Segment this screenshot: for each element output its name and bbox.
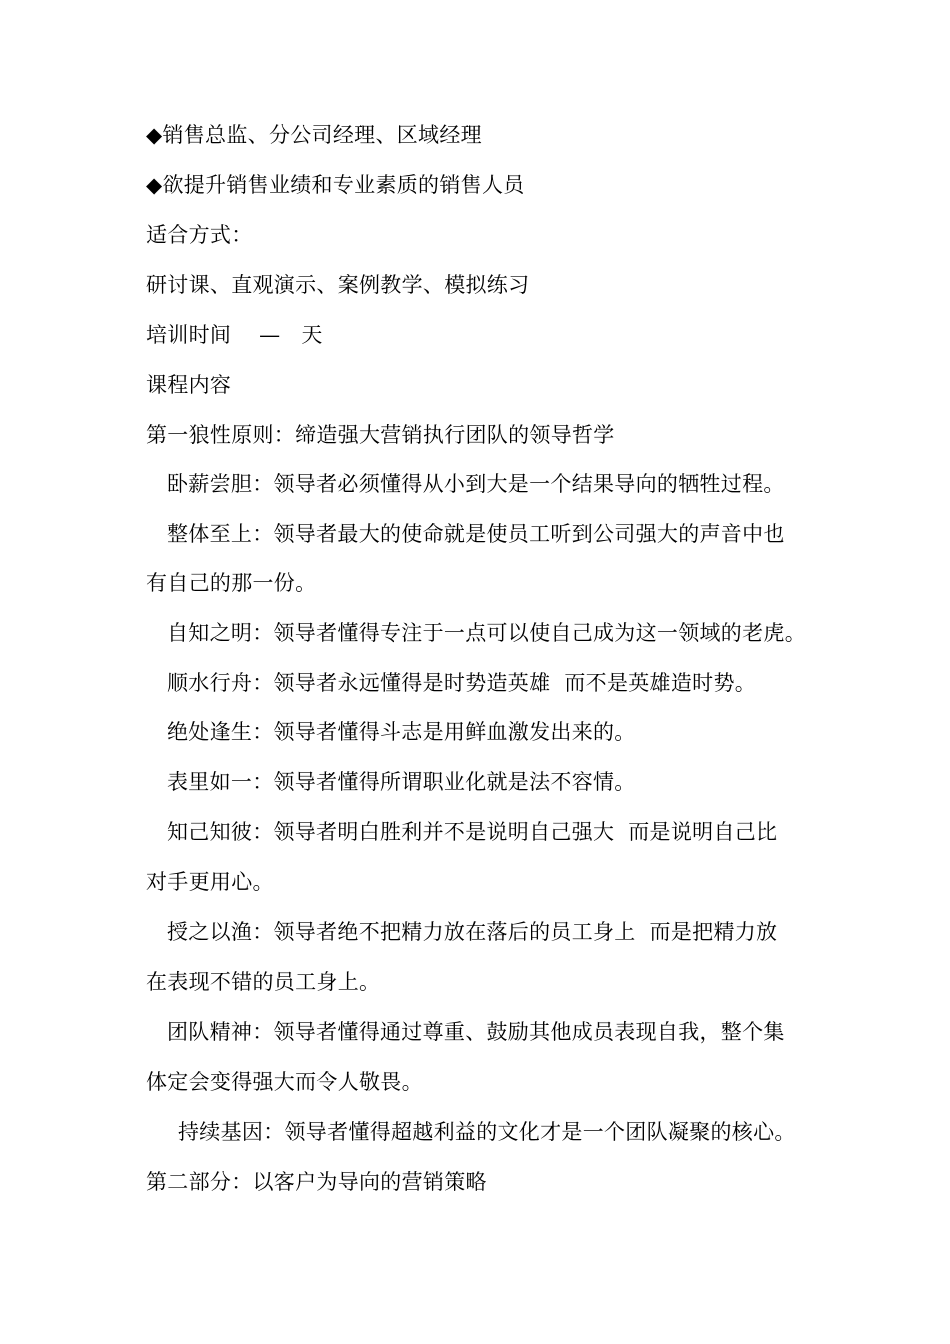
- principle-line: 顺水行舟：领导者永远懂得是时势造英雄 而不是英雄造时势。: [167, 671, 757, 695]
- principle-line: 卧薪尝胆：领导者必须懂得从小到大是一个结果导向的牺牲过程。: [167, 472, 785, 496]
- part2-heading: 第二部分：以客户为导向的营销策略: [146, 1170, 487, 1194]
- principle-line: 体定会变得强大而令人敬畏。: [146, 1070, 423, 1094]
- principle-line: 对手更用心。: [146, 870, 274, 894]
- principle-line: 整体至上：领导者最大的使命就是使员工听到公司强大的声音中也: [167, 522, 785, 546]
- method-heading: 适合方式：: [146, 223, 253, 247]
- training-time: 培训时间 — 天: [146, 323, 323, 347]
- principle-line: 持续基因：领导者懂得超越利益的文化才是一个团队凝聚的核心。: [178, 1120, 796, 1144]
- principle-line: 在表现不错的员工身上。: [146, 970, 381, 994]
- principle-line: 自知之明：领导者懂得专注于一点可以使自己成为这一领域的老虎。: [167, 621, 806, 645]
- method-text: 研讨课、直观演示、案例教学、模拟练习: [146, 273, 530, 297]
- principle-line: 有自己的那一份。: [146, 571, 317, 595]
- principle-line: 知己知彼：领导者明白胜利并不是说明自己强大 而是说明自己比: [167, 820, 778, 844]
- content-heading: 课程内容: [146, 373, 232, 397]
- part1-heading: 第一狼性原则：缔造强大营销执行团队的领导哲学: [146, 423, 615, 447]
- principle-line: 绝处逢生：领导者懂得斗志是用鲜血激发出来的。: [167, 720, 636, 744]
- audience-line-1: ◆销售总监、分公司经理、区域经理: [146, 123, 482, 147]
- principle-line: 授之以渔：领导者绝不把精力放在落后的员工身上 而是把精力放: [167, 920, 778, 944]
- principle-line: 团队精神：领导者懂得通过尊重、鼓励其他成员表现自我，整个集: [167, 1020, 785, 1044]
- principle-line: 表里如一：领导者懂得所谓职业化就是法不容情。: [167, 770, 636, 794]
- audience-line-2: ◆欲提升销售业绩和专业素质的销售人员: [146, 173, 525, 197]
